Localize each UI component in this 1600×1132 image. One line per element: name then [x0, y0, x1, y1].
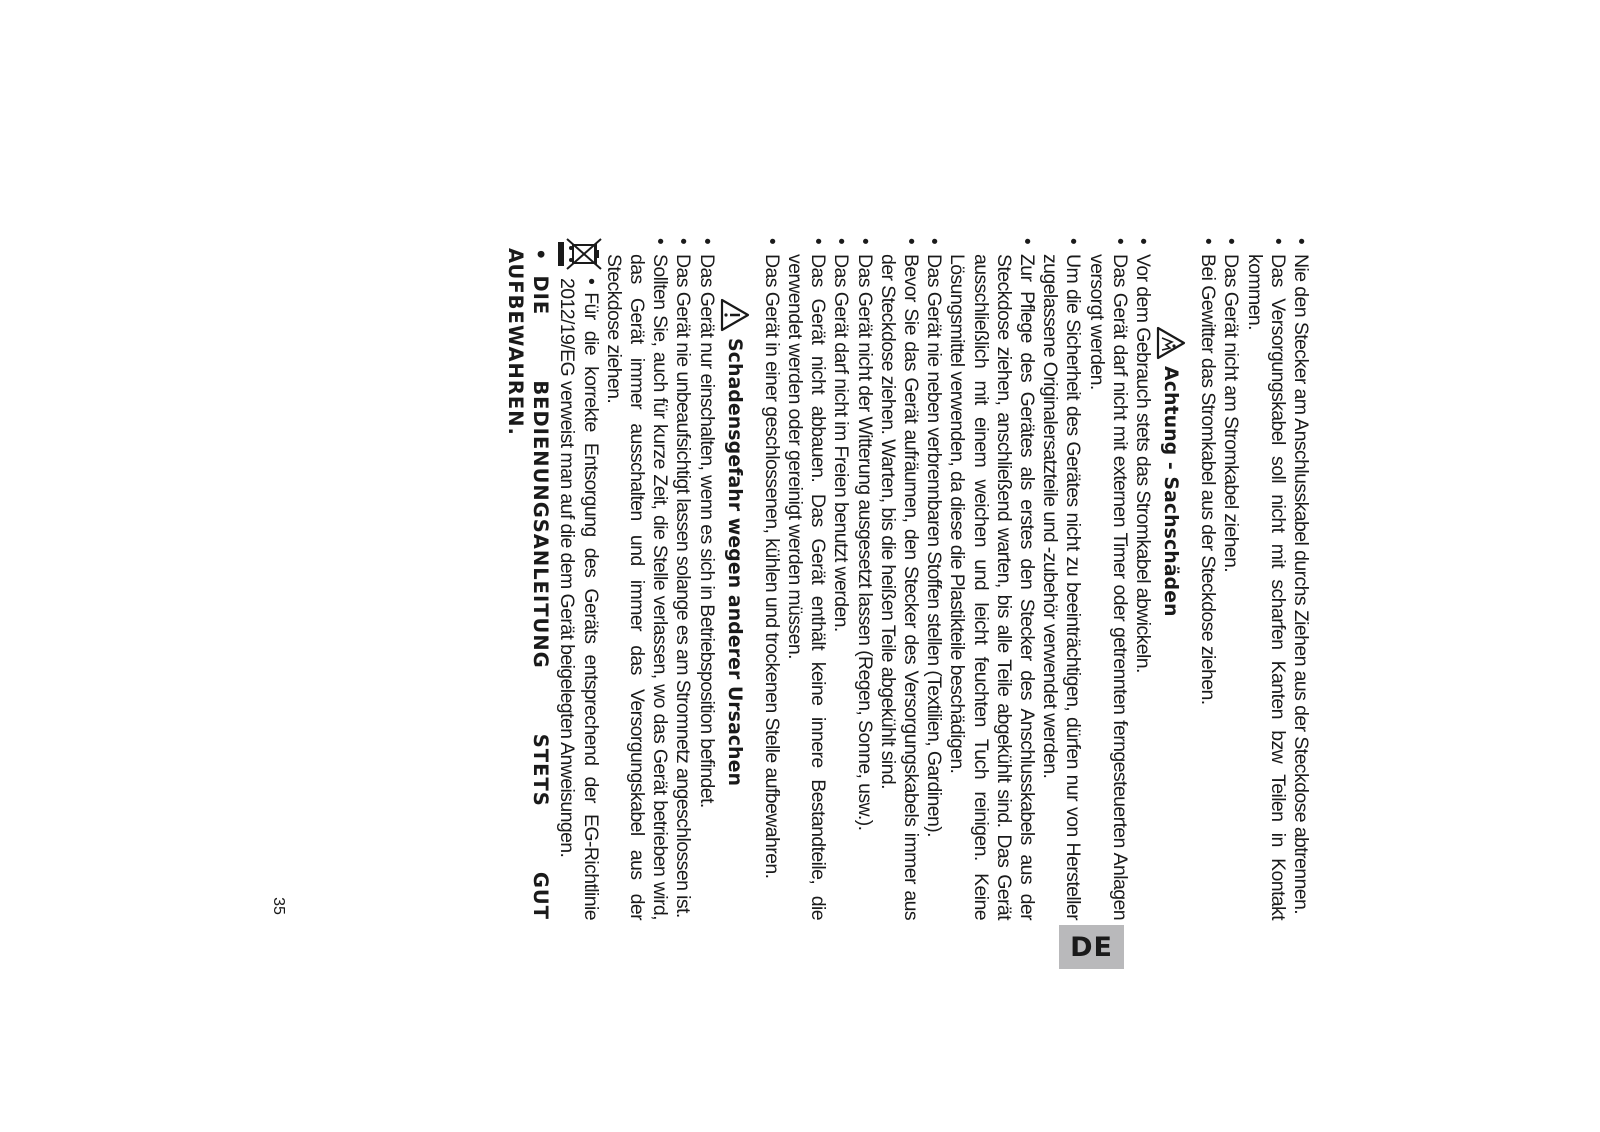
exclamation-triangle-icon	[720, 298, 750, 332]
list-item: • Zur Pflege des Gerätes als erstes den Stecker des Anschlusskabels aus der Steckdose ziehen, anschließend warten, bis alle Teile abgekühlt sind. Das Gerät ausschließlich mit einem weichen und leicht feuchten Tuch reinigen. Keine Lösungsmittel verwenden, da diese die Plastikteile beschädigen.	[945, 238, 1038, 920]
property-damage-list	[760, 238, 1154, 920]
list-item: • Sollten Sie, auch für kurze Zeit, die Stelle verlassen, wo das Gerät betrieben wird, das Gerät immer ausschalten und immer das Versorgungskabel aus der Steckdose ziehen.	[602, 238, 672, 920]
other-causes-list	[602, 238, 718, 920]
list-item: • Das Gerät nie neben verbrennbaren Stoffen stellen (Textilien, Gardinen).	[922, 238, 945, 920]
language-tab-de: DE	[1059, 925, 1124, 969]
section-title: Schadensgefahr wegen anderer Ursachen	[723, 338, 746, 786]
top-bullet-list	[1196, 238, 1312, 920]
crossed-bin-icon	[558, 236, 604, 272]
list-item: • Das Gerät in einer geschlossenen, kühlen und trockenen Stelle aufbewahren.	[760, 238, 783, 920]
section-title: Achtung - Sachschäden	[1159, 366, 1182, 617]
list-item: • Das Gerät nicht am Stromkabel ziehen.	[1219, 238, 1242, 920]
disposal-note	[555, 238, 601, 920]
section-heading-other-causes	[720, 238, 750, 920]
list-item: • Bevor Sie das Gerät aufräumen, den Stecker des Versorgungskabels immer aus der Steckdose ziehen. Warten, bis die heißen Teile abgekühlt sind.	[876, 238, 922, 920]
list-item: • Das Versorgungskabel soll nicht mit scharfen Kanten bzw Teilen in Kontakt kommen.	[1242, 238, 1288, 920]
list-item: • Das Gerät darf nicht mit externen Timer oder getrennten ferngesteuerten Anlagen versorgt werden.	[1084, 238, 1130, 920]
list-item: • Das Gerät nie unbeaufsichtigt lassen solange es am Stromnetz angeschlossen ist.	[671, 238, 694, 920]
list-item: • Bei Gewitter das Stromkabel aus der Steckdose ziehen.	[1196, 238, 1219, 920]
list-item: • Das Gerät darf nicht im Freien benutzt werden.	[829, 238, 852, 920]
list-item: • Vor dem Gebrauch stets das Stromkabel abwickeln.	[1131, 238, 1154, 920]
list-item: • Um die Sicherheit des Gerätes nicht zu beeinträchtigen, dürfen nur von Hersteller zugelassene Originalersatzteile und -zubehör verwendet werden.	[1038, 238, 1084, 920]
disposal-text: Für die korrekte Entsorgung des Geräts entsprechend der EG-Richtlinie 2012/19/EG verweist man auf die dem Gerät beigelegten Anweisungen.	[556, 278, 602, 920]
warning-triangle-icon	[1156, 326, 1186, 360]
list-item: • Das Gerät nur einschalten, wenn es sich in Betriebsposition befindet.	[694, 238, 717, 920]
list-item: • Das Gerät nicht der Witterung ausgesetzt lassen (Regen, Sonne, usw.).	[852, 238, 875, 920]
final-note	[503, 238, 553, 920]
final-bullet: •	[529, 248, 553, 262]
final-text: DIE BEDIENUNGSANLEITUNG STETS GUT AUFBEWAHREN.	[504, 248, 553, 920]
rotated-text-block	[412, 238, 1312, 920]
section-heading-property-damage	[1156, 238, 1186, 920]
page-number: 35	[270, 897, 287, 915]
disposal-bullet: •	[579, 278, 602, 285]
list-item: • Das Gerät nicht abbauen. Das Gerät enthält keine innere Bestandteile, die verwendet werden oder gereinigt werden müssen.	[783, 238, 829, 920]
list-item: • Nie den Stecker am Anschlusskabel durchs Ziehen aus der Steckdose abtrennen.	[1289, 238, 1312, 920]
